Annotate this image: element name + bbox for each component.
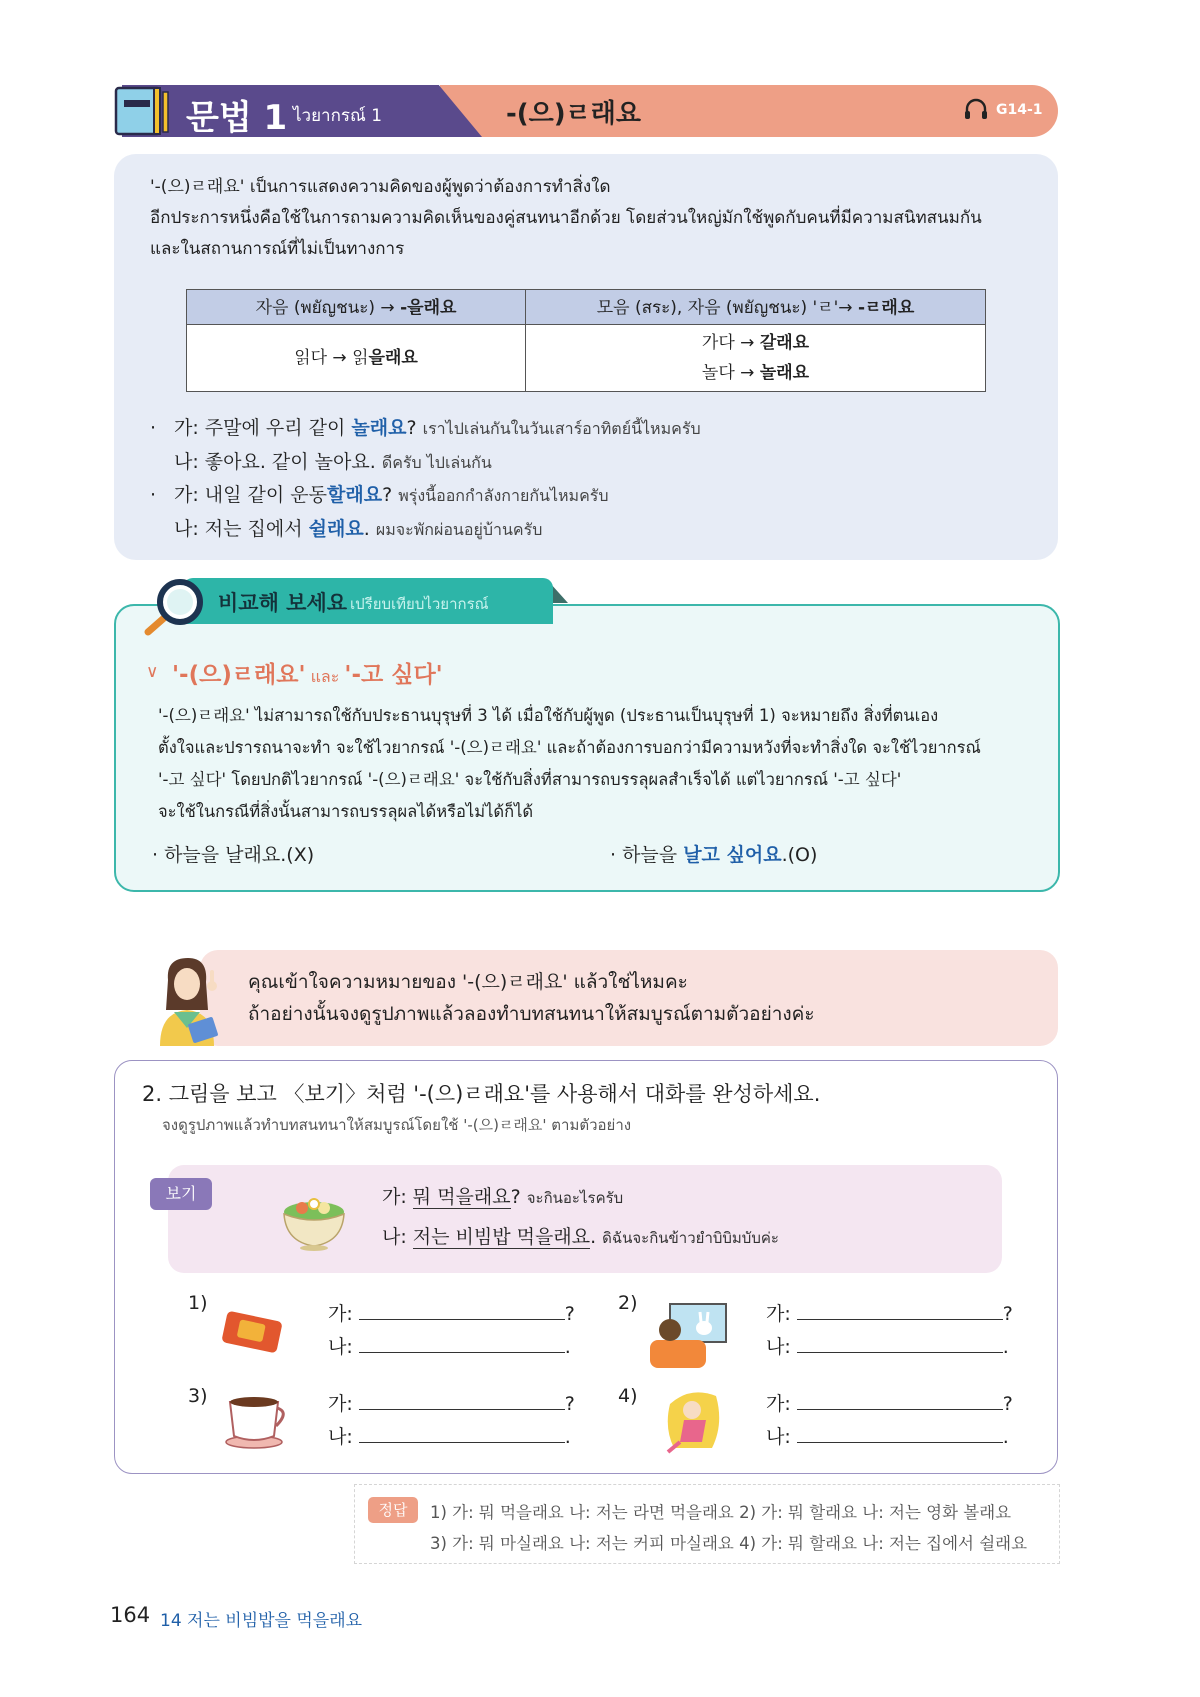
grammar-title: -(으)ㄹ래요 <box>506 99 642 129</box>
conjugation-table <box>186 289 986 392</box>
example-dialogues <box>150 412 1050 546</box>
audio-track-code: G14-1 <box>996 102 1043 118</box>
answer-key-tag: 정답 <box>368 1497 418 1523</box>
teacher-illustration <box>146 950 230 1046</box>
book-icon <box>114 86 170 136</box>
watching-movie-icon <box>646 1300 730 1370</box>
compare-title-thai: เปรียบเทียบไวยากรณ์ <box>350 595 489 613</box>
compare-title: 비교해 보세요 <box>218 591 348 615</box>
compare-line: '-(으)ㄹ래요' ไม่สามารถใช้กับประธานบุรุษที่ 3 ได้ เมื่อใช้กับผู้พูด (ประธานเป็นบุรุษที่ 1) จะหมายถึง สิ่งที่ตนเอง <box>158 706 939 725</box>
explanation-line: อีกประการหนึ่งคือใช้ในการถามความคิดเห็นของคู่สนทนาอีกด้วย โดยส่วนใหญ่มักใช้พูดกับคนที่มีความสนิทสนมกัน <box>150 208 982 228</box>
teacher-line: คุณเข้าใจความหมายของ '-(으)ㄹ래요' แล้วใช่ไหมคะ <box>248 971 688 993</box>
table-header-vowel: 모음 (สระ), 자음 (พยัญชนะ) 'ㄹ'→ -ㄹ래요 <box>526 290 986 325</box>
example-tag: 보기 <box>150 1178 212 1210</box>
teacher-line: ถ้าอย่างนั้นจงดูรูปภาพแล้วลองทำบทสนทนาให้สมบูรณ์ตามตัวอย่างค่ะ <box>248 1003 815 1025</box>
explanation-text <box>150 172 1030 265</box>
teacher-text <box>248 966 815 1030</box>
compare-text <box>158 700 1038 828</box>
answer-blank-question[interactable]: 가: ? <box>766 1393 1013 1415</box>
answer-blank-answer[interactable]: 나: . <box>328 1336 571 1358</box>
compare-example-right: · 하늘을 날고 싶어요.(O) <box>610 844 818 866</box>
table-cell-vowel: 가다 → 갈래요 놀다 → 놀래요 <box>526 325 986 392</box>
ramen-package-icon <box>218 1308 288 1356</box>
magnifier-icon <box>142 578 208 638</box>
chapter-title: 14 저는 비빔밥을 먹을래요 <box>160 1611 363 1631</box>
item-number: 3) <box>188 1385 208 1407</box>
chevron-down-icon: ∨ <box>146 662 159 682</box>
resting-at-home-icon <box>660 1384 726 1456</box>
coffee-cup-icon <box>222 1392 292 1450</box>
table-header-consonant: 자음 (พยัญชนะ) → -을래요 <box>187 290 526 325</box>
answer-blank-question[interactable]: 가: ? <box>766 1303 1013 1325</box>
compare-example-wrong: · 하늘을 날래요.(X) <box>152 844 315 866</box>
answer-key-line: 1) 가: 뭐 먹을래요 나: 저는 라면 먹을래요 2) 가: 뭐 할래요 나: 저는 영화 볼래요 <box>430 1503 1012 1522</box>
exercise-subtitle: จงดูรูปภาพแล้วทำบทสนทนาให้สมบูรณ์โดยใช้ '-(으)ㄹ래요' ตามตัวอย่าง <box>162 1116 632 1134</box>
answer-blank-answer[interactable]: 나: . <box>766 1336 1009 1358</box>
example-line: 나: 좋아요. 같이 놀아요. ดีครับ ไปเล่นกัน <box>174 450 492 473</box>
example-answer: 나: 저는 비빔밥 먹을래요. ดิฉันจะกินข้าวยำบิบิมบับค่ะ <box>382 1226 779 1248</box>
answer-key-line: 3) 가: 뭐 마실래요 나: 저는 커피 마실래요 4) 가: 뭐 할래요 나: 저는 집에서 쉴래요 <box>430 1534 1028 1553</box>
compare-heading: '-(으)ㄹ래요' และ '-고 싶다' <box>172 662 443 688</box>
answer-blank-answer[interactable]: 나: . <box>328 1426 571 1448</box>
explanation-line: '-(으)ㄹ래요' เป็นการแสดงความคิดของผู้พูดว่าต้องการทำสิ่งใด <box>150 177 611 197</box>
answer-blank-answer[interactable]: 나: . <box>766 1426 1009 1448</box>
page-number: 164 <box>110 1603 151 1627</box>
exercise-title: 2. 그림을 보고 〈보기〉처럼 '-(으)ㄹ래요'를 사용해서 대화를 완성하세요. <box>142 1082 821 1106</box>
example-line: 나: 저는 집에서 쉴래요. ผมจะพักผ่อนอยู่บ้านครับ <box>174 517 543 540</box>
item-number: 4) <box>618 1385 638 1407</box>
compare-line: ตั้งใจและปรารถนาจะทำ จะใช้ไวยากรณ์ '-(으)ㄹ래요' และถ้าต้องการบอกว่ามีความหวังที่จะทำสิ่งใด จะใช้ไวยากรณ์ <box>158 738 981 757</box>
item-number: 1) <box>188 1292 208 1314</box>
answer-blank-question[interactable]: 가: ? <box>328 1303 575 1325</box>
compare-line: '-고 싶다' โดยปกติไวยากรณ์ '-(으)ㄹ래요' จะใช้กับสิ่งที่สามารถบรรลุผลสำเร็จได้ แต่ไวยากรณ์ '-고 싶다' <box>158 770 902 789</box>
example-line: · 가: 주말에 우리 같이 놀래요? เราไปเล่นกันในวันเสาร์อาทิตย์นี้ไหมครับ <box>150 417 701 439</box>
table-cell-consonant: 읽다 → 읽을래요 <box>187 325 526 392</box>
explanation-line: และในสถานการณ์ที่ไม่เป็นทางการ <box>150 239 405 259</box>
example-question: 가: 뭐 먹을래요? จะกินอะไรครับ <box>382 1186 624 1208</box>
example-line: · 가: 내일 같이 운동할래요? พรุ่งนี้ออกกำลังกายกันไหมครับ <box>150 484 609 506</box>
bibimbap-bowl-icon <box>278 1188 350 1252</box>
headphones-icon[interactable] <box>964 98 988 120</box>
section-subtitle: ไวยากรณ์ 1 <box>293 106 383 126</box>
answer-blank-question[interactable]: 가: ? <box>328 1393 575 1415</box>
section-title: 문법 1 <box>186 98 288 138</box>
item-number: 2) <box>618 1292 638 1314</box>
compare-line: จะใช้ในกรณีที่สิ่งนั้นสามารถบรรลุผลได้หรือไม่ได้ก็ได้ <box>158 802 534 821</box>
